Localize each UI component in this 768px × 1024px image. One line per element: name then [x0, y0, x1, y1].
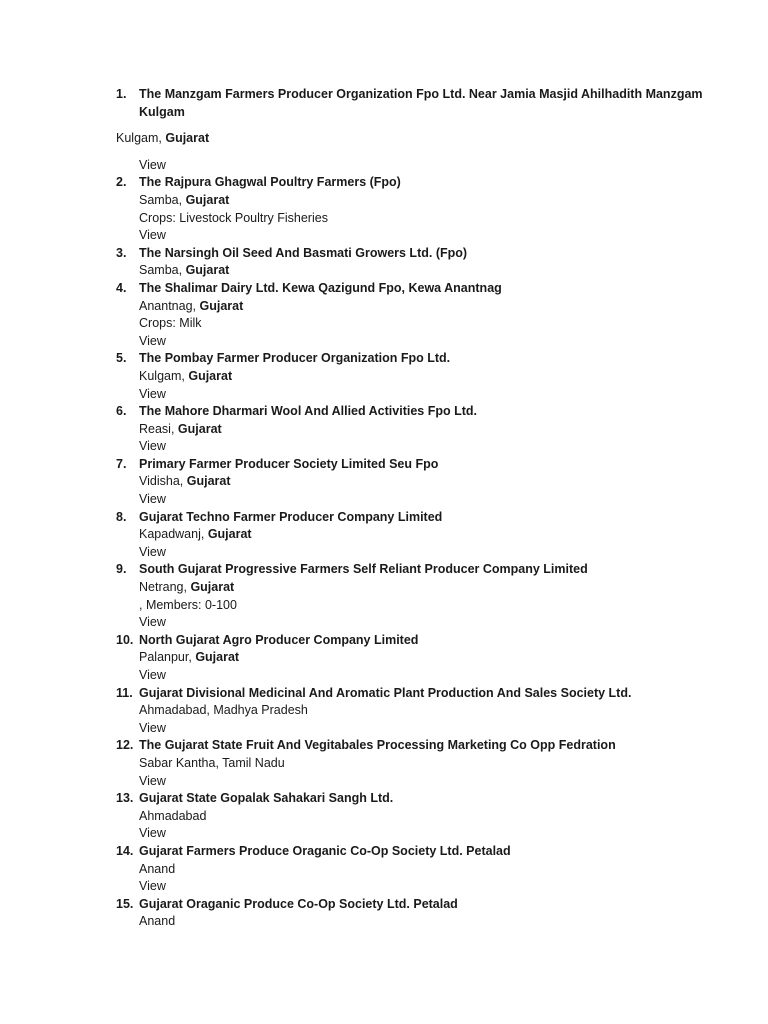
view-link[interactable]: View [139, 668, 166, 682]
item-location: Kulgam, Gujarat [116, 131, 210, 146]
list-item [116, 86, 716, 174]
list-item [116, 843, 716, 896]
item-number: 14. [116, 843, 134, 858]
item-crops: Crops: Milk [139, 316, 202, 331]
item-location: Sabar Kantha, Tamil Nadu [139, 755, 285, 770]
list-item [116, 245, 716, 280]
item-location: Palanpur, Gujarat [139, 650, 240, 665]
item-state: Gujarat [186, 474, 231, 489]
view-link[interactable]: View [139, 720, 166, 735]
item-number: 15. [116, 896, 134, 911]
item-location: Kulgam, Gujarat [139, 368, 233, 383]
item-crops: Crops: Livestock Poultry Fisheries [139, 210, 328, 225]
item-number: 12. [116, 738, 134, 753]
item-location: Samba, Gujarat [139, 192, 230, 207]
item-number: 7. [116, 456, 127, 471]
item-location: Anantnag, Gujarat [139, 298, 244, 313]
fpo-list [116, 86, 716, 931]
item-title: Primary Farmer Producer Society Limited Seu Fpo [139, 456, 439, 471]
item-location: Reasi, Gujarat [139, 421, 222, 436]
view-link[interactable]: View [139, 773, 166, 788]
view-link[interactable]: View [139, 826, 166, 841]
item-number: 6. [116, 404, 127, 419]
item-city: Kapadwanj [139, 527, 201, 542]
item-number: 10. [116, 632, 134, 647]
item-state: Gujarat [207, 527, 252, 542]
item-location: Anand [139, 861, 176, 876]
list-item [116, 790, 716, 843]
view-link[interactable]: View [139, 228, 166, 243]
item-city: Kulgam [116, 131, 159, 146]
item-state: Gujarat [195, 650, 240, 665]
item-title: South Gujarat Progressive Farmers Self Reliant Producer Company Limited [139, 562, 588, 577]
item-state: Gujarat [185, 263, 230, 278]
item-title: The Narsingh Oil Seed And Basmati Growers Ltd. (Fpo) [139, 245, 468, 260]
item-title: The Rajpura Ghagwal Poultry Farmers (Fpo) [139, 175, 401, 190]
list-item [116, 561, 716, 631]
list-item [116, 280, 716, 350]
item-title: The Pombay Farmer Producer Organization Fpo Ltd. [139, 351, 451, 366]
list-item [116, 509, 716, 562]
item-location: Ahmadabad [139, 808, 207, 823]
view-link[interactable]: View [139, 439, 166, 454]
item-city: Anantnag [139, 298, 193, 313]
item-number: 5. [116, 351, 127, 366]
item-city: Vidisha [139, 474, 180, 489]
list-item [116, 174, 716, 244]
item-number: 1. [116, 87, 127, 101]
list-item [116, 350, 716, 403]
item-title: The Manzgam Farmers Producer Organization Fpo Ltd. Near Jamia Masjid Ahilhadith Manzgam Kulgam [139, 87, 703, 119]
item-title: Gujarat Farmers Produce Oraganic Co-Op Society Ltd. Petalad [139, 843, 511, 858]
item-title: North Gujarat Agro Producer Company Limited [139, 632, 419, 647]
list-item [116, 737, 716, 790]
item-location: Kapadwanj, Gujarat [139, 527, 252, 542]
item-state: Gujarat [177, 421, 222, 436]
item-number: 4. [116, 280, 127, 295]
item-title: Gujarat Divisional Medicinal And Aromatic Plant Production And Sales Society Ltd. [139, 685, 632, 700]
item-number: 9. [116, 562, 127, 577]
list-item [116, 403, 716, 456]
item-state: Gujarat [165, 131, 210, 146]
view-link[interactable]: View [139, 879, 166, 894]
item-title: Gujarat Oraganic Produce Co-Op Society Ltd. Petalad [139, 896, 458, 911]
item-location: Netrang, Gujarat [139, 580, 235, 595]
item-location: Samba, Gujarat [139, 263, 230, 278]
item-city: Samba [139, 192, 179, 207]
view-link[interactable]: View [139, 333, 166, 348]
item-city: Palanpur [139, 650, 189, 665]
item-state: Gujarat [185, 192, 230, 207]
item-title: The Shalimar Dairy Ltd. Kewa Qazigund Fpo, Kewa Anantnag [139, 280, 502, 295]
item-city: Reasi [139, 421, 171, 436]
item-number: 11. [116, 685, 133, 700]
item-city: Kulgam [139, 368, 182, 383]
item-state: Gujarat [188, 368, 233, 383]
view-link[interactable]: View [139, 492, 166, 507]
list-item [116, 685, 716, 738]
item-number: 8. [116, 509, 127, 524]
list-item [116, 632, 716, 685]
item-city: Netrang [139, 580, 184, 595]
list-item [116, 896, 716, 931]
view-link[interactable]: View [139, 386, 166, 401]
item-number: 3. [116, 245, 127, 260]
list-item [116, 456, 716, 509]
item-state: Gujarat [190, 580, 235, 595]
item-title: Gujarat State Gopalak Sahakari Sangh Ltd. [139, 791, 394, 806]
item-members: , Members: 0-100 [139, 597, 237, 612]
item-location: Anand [139, 914, 176, 929]
item-title: The Gujarat State Fruit And Vegitabales Processing Marketing Co Opp Fedration [139, 738, 616, 753]
item-number: 2. [116, 175, 127, 190]
item-city: Samba [139, 263, 179, 278]
item-number: 13. [116, 791, 134, 806]
item-title: Gujarat Techno Farmer Producer Company Limited [139, 509, 443, 524]
item-location: Vidisha, Gujarat [139, 474, 231, 489]
item-location: Ahmadabad, Madhya Pradesh [139, 703, 308, 718]
item-state: Gujarat [199, 298, 244, 313]
view-link[interactable]: View [139, 544, 166, 559]
view-link[interactable]: View [139, 615, 166, 630]
item-title: The Mahore Dharmari Wool And Allied Activities Fpo Ltd. [139, 404, 477, 419]
view-link[interactable]: View [139, 157, 166, 172]
